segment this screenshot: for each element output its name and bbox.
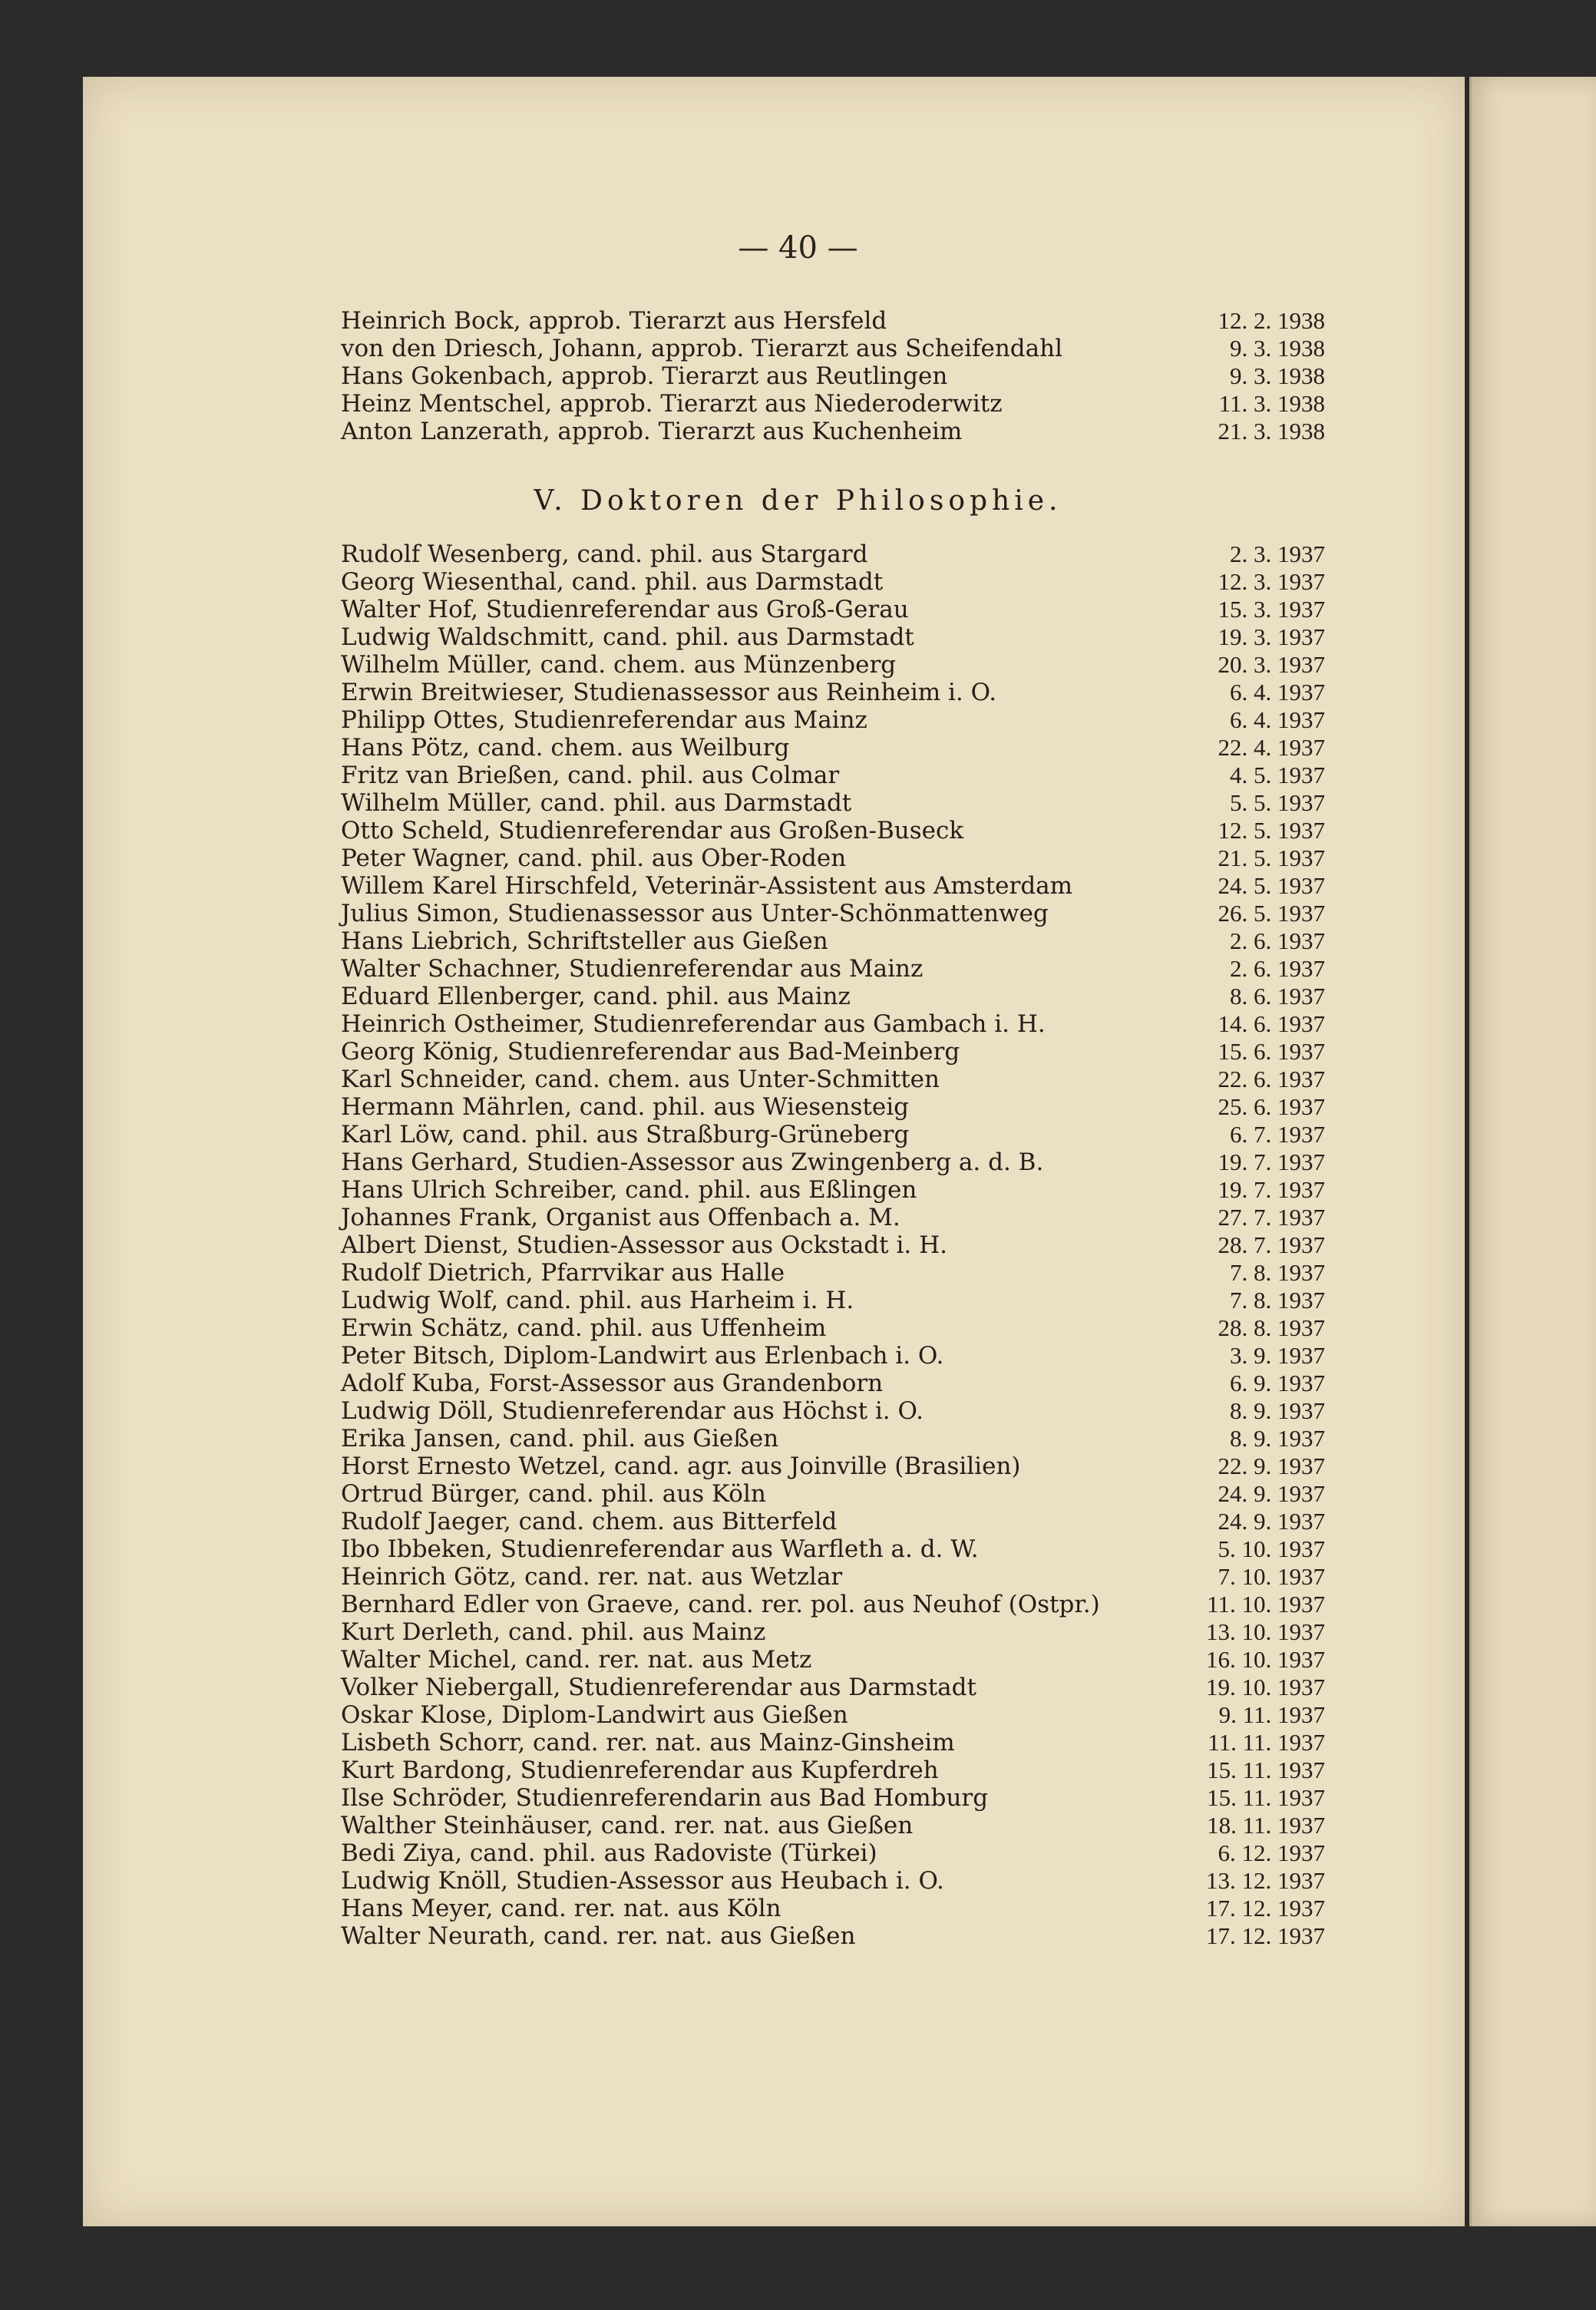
entry-name: Heinz Mentschel, approb. Tierarzt aus Niederoderwitz — [341, 390, 1003, 418]
entry-date: 22. 9. 1937 — [1218, 1452, 1325, 1479]
entry-name: Bernhard Edler von Graeve, cand. rer. pol. aus Neuhof (Ostpr.) — [341, 1591, 1100, 1618]
entry-name: Karl Löw, cand. phil. aus Straßburg-Grüneberg — [341, 1121, 910, 1148]
list-item — [341, 1038, 1325, 1066]
list-item — [341, 1342, 1325, 1370]
list-item — [341, 1204, 1325, 1231]
entry-name: Kurt Derleth, cand. phil. aus Mainz — [341, 1618, 766, 1646]
entry-date: 11. 10. 1937 — [1207, 1591, 1325, 1618]
list-item — [341, 390, 1325, 418]
entry-name: Otto Scheld, Studienreferendar aus Großen-Buseck — [341, 817, 964, 844]
doktoren-list — [341, 540, 1325, 1950]
entry-date: 26. 5. 1937 — [1218, 900, 1325, 927]
entry-date: 9. 3. 1938 — [1230, 335, 1325, 362]
list-item — [341, 1646, 1325, 1674]
entry-date: 24. 5. 1937 — [1218, 872, 1325, 899]
entry-date: 4. 5. 1937 — [1230, 762, 1325, 788]
list-item — [341, 651, 1325, 679]
entry-name: Wilhelm Müller, cand. chem. aus Münzenberg — [341, 651, 897, 679]
list-item — [341, 927, 1325, 955]
list-item — [341, 1895, 1325, 1922]
entry-name: Georg König, Studienreferendar aus Bad-Meinberg — [341, 1038, 960, 1066]
list-item — [341, 844, 1325, 872]
entry-date: 11. 3. 1938 — [1218, 390, 1325, 417]
section-heading: V. Doktoren der Philosophie. — [534, 485, 1062, 517]
list-item — [341, 1370, 1325, 1397]
list-item — [341, 1922, 1325, 1950]
entry-name: Anton Lanzerath, approb. Tierarzt aus Kuchenheim — [341, 418, 963, 445]
list-item — [341, 679, 1325, 706]
entry-date: 25. 6. 1937 — [1218, 1093, 1325, 1120]
list-item — [341, 734, 1325, 762]
list-item — [341, 1010, 1325, 1038]
entry-date: 22. 6. 1937 — [1218, 1066, 1325, 1092]
list-item — [341, 1674, 1325, 1701]
entry-name: Johannes Frank, Organist aus Offenbach a. M. — [341, 1204, 900, 1231]
list-item — [341, 623, 1325, 651]
entry-name: Hans Meyer, cand. rer. nat. aus Köln — [341, 1895, 781, 1922]
entry-date: 22. 4. 1937 — [1218, 734, 1325, 761]
list-item — [341, 1425, 1325, 1452]
entry-date: 17. 12. 1937 — [1206, 1922, 1325, 1949]
entry-name: Erika Jansen, cand. phil. aus Gießen — [341, 1425, 779, 1452]
list-item — [341, 362, 1325, 390]
list-item — [341, 762, 1325, 789]
entry-name: von den Driesch, Johann, approb. Tierarzt aus Scheifendahl — [341, 335, 1062, 362]
list-item — [341, 1287, 1325, 1314]
list-item — [341, 706, 1325, 734]
list-item — [341, 307, 1325, 335]
entry-date: 19. 3. 1937 — [1218, 623, 1325, 650]
list-item — [341, 1591, 1325, 1618]
entry-date: 24. 9. 1937 — [1218, 1480, 1325, 1507]
entry-name: Lisbeth Schorr, cand. rer. nat. aus Mainz-Ginsheim — [341, 1729, 955, 1756]
entry-name: Rudolf Jaeger, cand. chem. aus Bitterfeld — [341, 1508, 838, 1535]
entry-name: Georg Wiesenthal, cand. phil. aus Darmstadt — [341, 568, 884, 596]
entry-date: 2. 6. 1937 — [1230, 927, 1325, 954]
entry-name: Wilhelm Müller, cand. phil. aus Darmstadt — [341, 789, 852, 817]
entry-date: 12. 5. 1937 — [1218, 817, 1325, 844]
list-item — [341, 1618, 1325, 1646]
entry-date: 12. 3. 1937 — [1218, 568, 1325, 595]
entry-name: Volker Niebergall, Studienreferendar aus Darmstadt — [341, 1674, 976, 1701]
list-item — [341, 1535, 1325, 1563]
list-item — [341, 335, 1325, 362]
entry-name: Heinrich Ostheimer, Studienreferendar aus Gambach i. H. — [341, 1010, 1046, 1038]
entry-date: 14. 6. 1937 — [1218, 1010, 1325, 1037]
entry-date: 11. 11. 1937 — [1208, 1729, 1325, 1756]
entry-name: Erwin Schätz, cand. phil. aus Uffenheim — [341, 1314, 827, 1342]
entry-date: 18. 11. 1937 — [1207, 1812, 1325, 1839]
entry-name: Ludwig Wolf, cand. phil. aus Harheim i. H. — [341, 1287, 854, 1314]
list-item — [341, 1066, 1325, 1093]
entry-name: Fritz van Brießen, cand. phil. aus Colmar — [341, 762, 840, 789]
list-item — [341, 596, 1325, 623]
list-item — [341, 540, 1325, 568]
entry-name: Peter Bitsch, Diplom-Landwirt aus Erlenbach i. O. — [341, 1342, 944, 1370]
list-item — [341, 1121, 1325, 1148]
list-item — [341, 1812, 1325, 1839]
entry-name: Philipp Ottes, Studienreferendar aus Mainz — [341, 706, 867, 734]
list-item — [341, 1397, 1325, 1425]
list-item — [341, 1480, 1325, 1508]
entry-date: 13. 10. 1937 — [1206, 1618, 1325, 1645]
list-item — [341, 1176, 1325, 1204]
entry-name: Oskar Klose, Diplom-Landwirt aus Gießen — [341, 1701, 848, 1729]
entry-name: Hans Pötz, cand. chem. aus Weilburg — [341, 734, 790, 762]
list-item — [341, 1093, 1325, 1121]
list-item — [341, 1756, 1325, 1784]
list-item — [341, 900, 1325, 927]
list-item — [341, 1259, 1325, 1287]
list-item — [341, 1839, 1325, 1867]
entry-date: 6. 12. 1937 — [1218, 1839, 1325, 1866]
entry-date: 15. 3. 1937 — [1218, 596, 1325, 623]
entry-date: 7. 10. 1937 — [1218, 1563, 1325, 1590]
list-item — [341, 872, 1325, 900]
list-item — [341, 1563, 1325, 1591]
entry-date: 28. 8. 1937 — [1218, 1314, 1325, 1341]
page-number: — 40 — — [738, 230, 858, 266]
list-item — [341, 955, 1325, 983]
entry-name: Walter Michel, cand. rer. nat. aus Metz — [341, 1646, 812, 1674]
entry-date: 6. 9. 1937 — [1230, 1370, 1325, 1396]
entry-date: 15. 6. 1937 — [1218, 1038, 1325, 1065]
entry-name: Walther Steinhäuser, cand. rer. nat. aus Gießen — [341, 1812, 914, 1839]
entry-date: 2. 6. 1937 — [1230, 955, 1325, 982]
list-item — [341, 1784, 1325, 1812]
entry-date: 8. 6. 1937 — [1230, 983, 1325, 1010]
entry-name: Rudolf Wesenberg, cand. phil. aus Stargard — [341, 540, 868, 568]
entry-date: 2. 3. 1937 — [1230, 540, 1325, 567]
entry-name: Hans Ulrich Schreiber, cand. phil. aus Eßlingen — [341, 1176, 917, 1204]
entry-name: Rudolf Dietrich, Pfarrvikar aus Halle — [341, 1259, 785, 1287]
entry-date: 19. 7. 1937 — [1218, 1148, 1325, 1175]
entry-name: Ludwig Knöll, Studien-Assessor aus Heubach i. O. — [341, 1867, 944, 1895]
entry-date: 6. 7. 1937 — [1230, 1121, 1325, 1148]
entry-date: 15. 11. 1937 — [1207, 1784, 1325, 1811]
entry-name: Horst Ernesto Wetzel, cand. agr. aus Joinville (Brasilien) — [341, 1452, 1021, 1480]
entry-date: 9. 3. 1938 — [1230, 362, 1325, 389]
entry-date: 19. 10. 1937 — [1206, 1674, 1325, 1700]
entry-name: Ludwig Döll, Studienreferendar aus Höchst i. O. — [341, 1397, 924, 1425]
tierarzt-list — [341, 307, 1325, 445]
entry-name: Albert Dienst, Studien-Assessor aus Ockstadt i. H. — [341, 1231, 947, 1259]
entry-name: Peter Wagner, cand. phil. aus Ober-Roden — [341, 844, 847, 872]
entry-name: Hans Gerhard, Studien-Assessor aus Zwingenberg a. d. B. — [341, 1148, 1044, 1176]
entry-date: 27. 7. 1937 — [1218, 1204, 1325, 1231]
list-item — [341, 817, 1325, 844]
entry-name: Walter Schachner, Studienreferendar aus Mainz — [341, 955, 924, 983]
entry-name: Ibo Ibbeken, Studienreferendar aus Warfleth a. d. W. — [341, 1535, 979, 1563]
list-item — [341, 1314, 1325, 1342]
list-item — [341, 1148, 1325, 1176]
entry-date: 21. 5. 1937 — [1218, 844, 1325, 871]
entry-name: Ortrud Bürger, cand. phil. aus Köln — [341, 1480, 766, 1508]
list-item — [341, 1729, 1325, 1756]
entry-name: Hans Gokenbach, approb. Tierarzt aus Reutlingen — [341, 362, 948, 390]
entry-date: 20. 3. 1937 — [1218, 651, 1325, 678]
entry-name: Karl Schneider, cand. chem. aus Unter-Schmitten — [341, 1066, 940, 1093]
entry-date: 7. 8. 1937 — [1230, 1259, 1325, 1286]
entry-date: 28. 7. 1937 — [1218, 1231, 1325, 1258]
list-item — [341, 1452, 1325, 1480]
list-item — [341, 983, 1325, 1010]
entry-date: 8. 9. 1937 — [1230, 1397, 1325, 1424]
entry-name: Walter Neurath, cand. rer. nat. aus Gießen — [341, 1922, 856, 1950]
entry-name: Ludwig Waldschmitt, cand. phil. aus Darmstadt — [341, 623, 914, 651]
entry-name: Hans Liebrich, Schriftsteller aus Gießen — [341, 927, 828, 955]
entry-date: 24. 9. 1937 — [1218, 1508, 1325, 1535]
entry-date: 17. 12. 1937 — [1206, 1895, 1325, 1922]
entry-date: 3. 9. 1937 — [1230, 1342, 1325, 1369]
entry-date: 13. 12. 1937 — [1206, 1867, 1325, 1894]
entry-date: 6. 4. 1937 — [1230, 679, 1325, 706]
entry-name: Eduard Ellenberger, cand. phil. aus Mainz — [341, 983, 851, 1010]
entry-date: 5. 10. 1937 — [1218, 1535, 1325, 1562]
list-item — [341, 789, 1325, 817]
entry-date: 16. 10. 1937 — [1206, 1646, 1325, 1673]
entry-date: 8. 9. 1937 — [1230, 1425, 1325, 1452]
list-item — [341, 1231, 1325, 1259]
entry-date: 12. 2. 1938 — [1218, 307, 1325, 334]
entry-name: Bedi Ziya, cand. phil. aus Radoviste (Türkei) — [341, 1839, 877, 1867]
list-item — [341, 1701, 1325, 1729]
entry-name: Willem Karel Hirschfeld, Veterinär-Assistent aus Amsterdam — [341, 872, 1073, 900]
entry-name: Adolf Kuba, Forst-Assessor aus Grandenborn — [341, 1370, 884, 1397]
entry-name: Erwin Breitwieser, Studienassessor aus Reinheim i. O. — [341, 679, 997, 706]
entry-name: Walter Hof, Studienreferendar aus Groß-Gerau — [341, 596, 909, 623]
entry-name: Heinrich Götz, cand. rer. nat. aus Wetzlar — [341, 1563, 843, 1591]
entry-name: Ilse Schröder, Studienreferendarin aus Bad Homburg — [341, 1784, 989, 1812]
entry-name: Julius Simon, Studienassessor aus Unter-Schönmattenweg — [341, 900, 1049, 927]
entry-date: 9. 11. 1937 — [1218, 1701, 1325, 1728]
entry-date: 19. 7. 1937 — [1218, 1176, 1325, 1203]
list-item — [341, 418, 1325, 445]
entry-name: Kurt Bardong, Studienreferendar aus Kupferdreh — [341, 1756, 939, 1784]
entry-date: 5. 5. 1937 — [1230, 789, 1325, 816]
facing-page-edge — [1469, 77, 1596, 2226]
list-item — [341, 1508, 1325, 1535]
entry-date: 15. 11. 1937 — [1207, 1756, 1325, 1783]
entry-date: 7. 8. 1937 — [1230, 1287, 1325, 1314]
entry-date: 6. 4. 1937 — [1230, 706, 1325, 733]
list-item — [341, 568, 1325, 596]
entry-date: 21. 3. 1938 — [1218, 418, 1325, 444]
entry-name: Heinrich Bock, approb. Tierarzt aus Hersfeld — [341, 307, 887, 335]
list-item — [341, 1867, 1325, 1895]
entry-name: Hermann Mährlen, cand. phil. aus Wiesensteig — [341, 1093, 909, 1121]
